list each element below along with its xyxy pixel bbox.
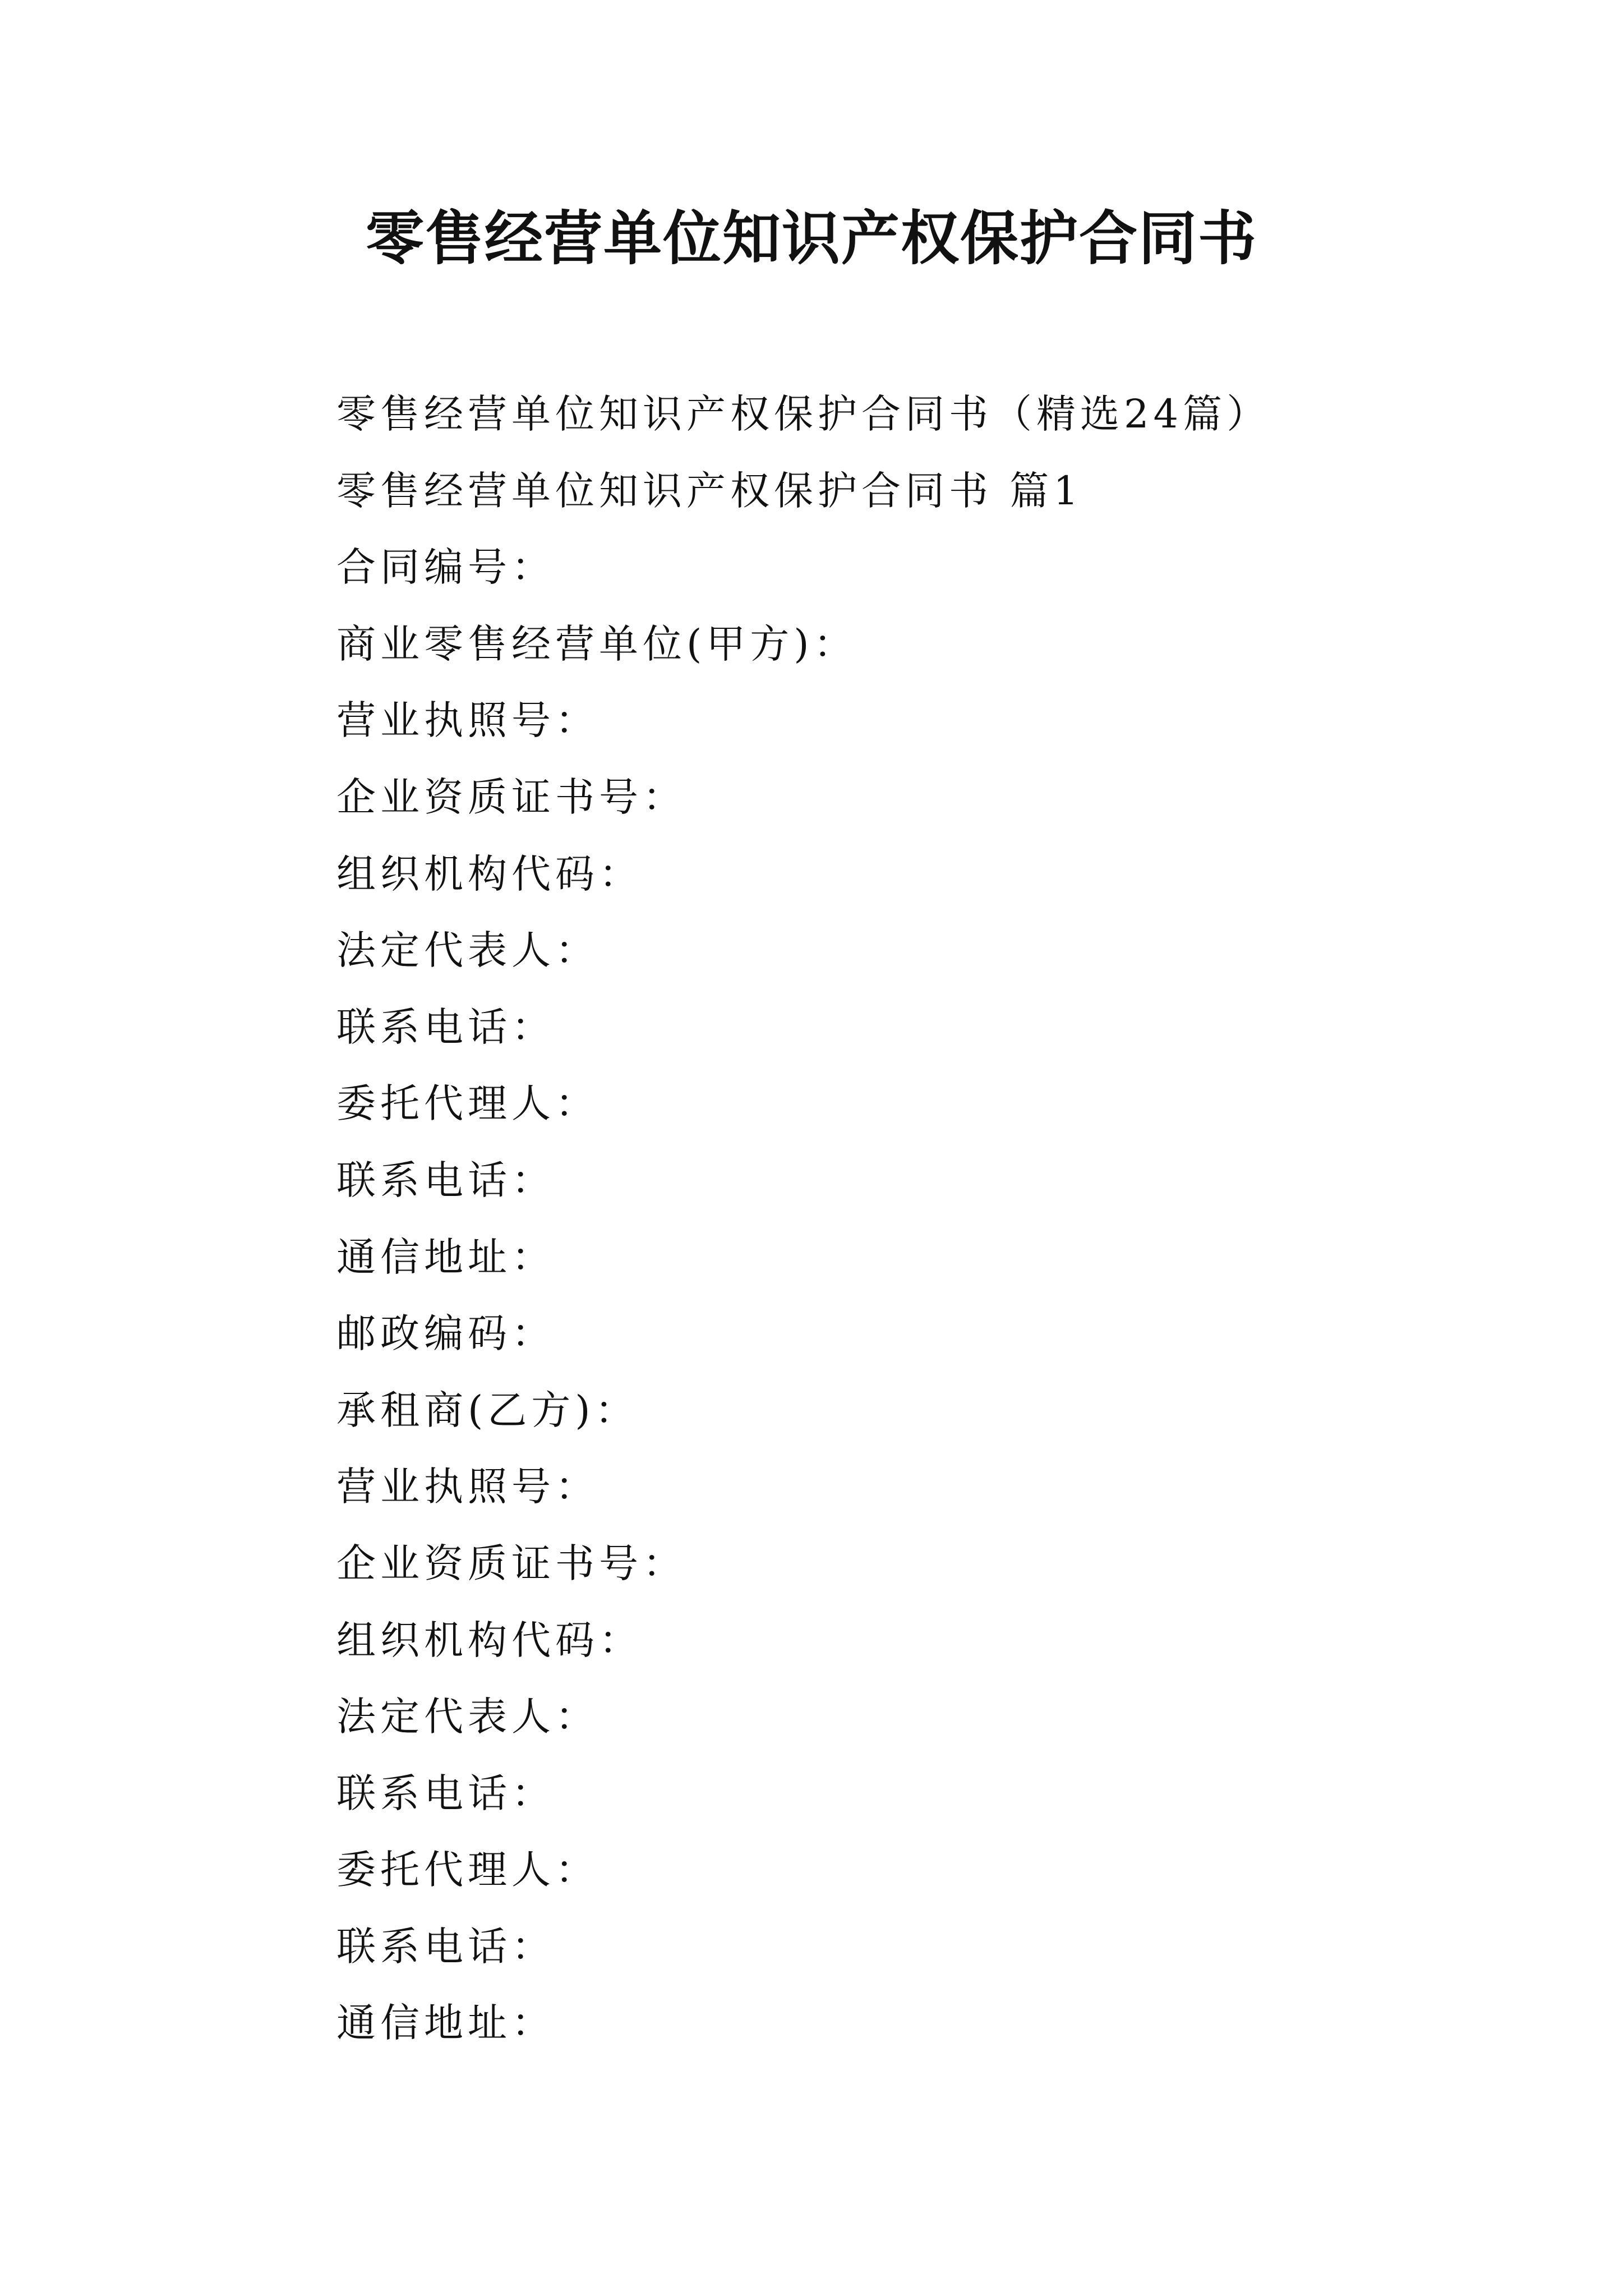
party-b-qualification-line: 企业资质证书号： <box>336 1540 686 1586</box>
party-a-qualification-line: 企业资质证书号： <box>336 774 686 820</box>
party-a-agent-phone-line: 联系电话： <box>336 1157 555 1203</box>
party-b-org-code-line: 组织机构代码： <box>336 1617 643 1663</box>
party-a-agent-line: 委托代理人： <box>336 1080 599 1127</box>
party-a-line: 商业零售经营单位(甲方)： <box>336 620 857 667</box>
party-a-address-line: 通信地址： <box>336 1234 555 1280</box>
party-b-address-line: 通信地址： <box>336 2000 555 2046</box>
party-a-org-code-line: 组织机构代码： <box>336 850 643 897</box>
party-a-business-license-line: 营业执照号： <box>336 697 599 744</box>
party-b-business-license-line: 营业执照号： <box>336 1464 599 1510</box>
party-a-phone-line: 联系电话： <box>336 1004 555 1050</box>
document-body <box>336 376 1514 2062</box>
document-subtitle: 零售经营单位知识产权保护合同书（精选24篇） <box>336 391 1271 437</box>
party-b-agent-line: 委托代理人： <box>336 1847 599 1893</box>
party-b-phone-line: 联系电话： <box>336 1770 555 1816</box>
party-b-agent-phone-line: 联系电话： <box>336 1923 555 1970</box>
party-a-legal-rep-line: 法定代表人： <box>336 927 599 974</box>
section-heading: 零售经营单位知识产权保护合同书 篇1 <box>336 467 1083 514</box>
contract-number-line: 合同编号： <box>336 544 555 591</box>
page-title: 零售经营单位知识产权保护合同书 <box>365 204 1257 273</box>
party-b-legal-rep-line: 法定代表人： <box>336 1694 599 1740</box>
party-b-line: 承租商(乙方)： <box>336 1387 639 1433</box>
party-a-postal-code-line: 邮政编码： <box>336 1310 555 1357</box>
